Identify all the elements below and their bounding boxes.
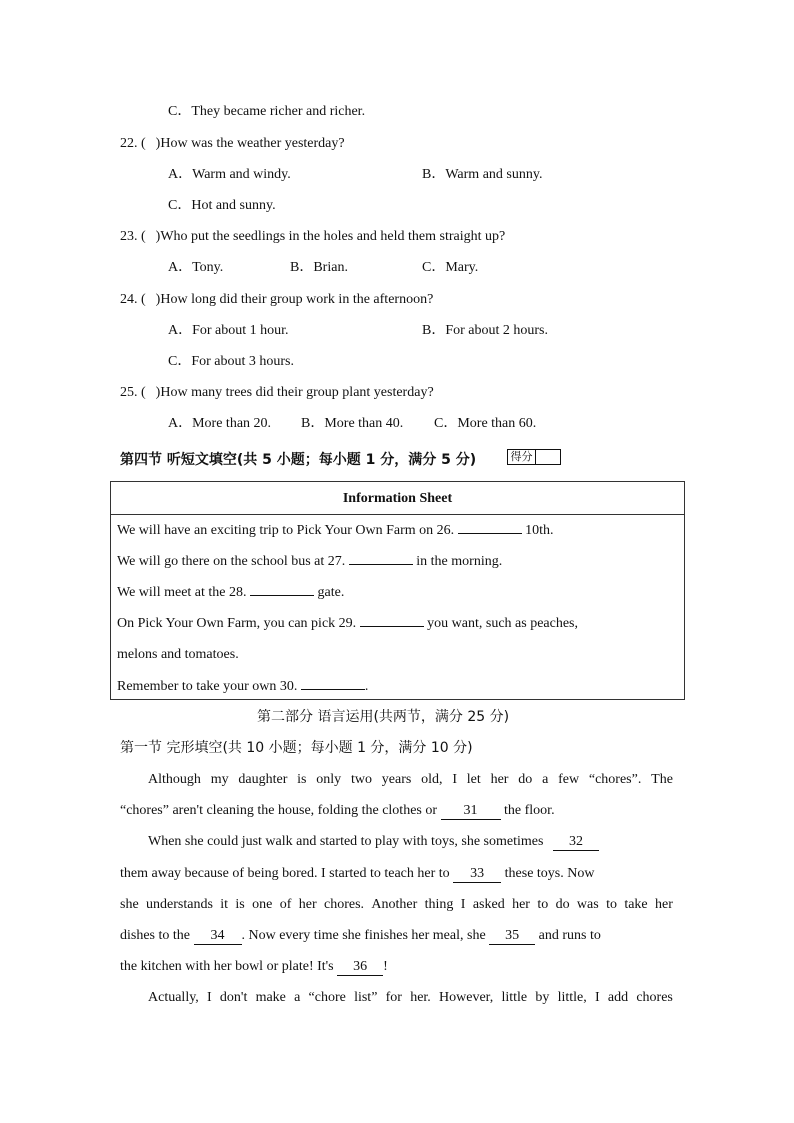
q25-paren-close: ) — [155, 385, 161, 400]
sheet-line-5: melons and tomatoes. — [117, 647, 239, 662]
q25-number: 25. ( — [120, 385, 146, 400]
passage-p1-line2 — [120, 802, 673, 820]
passage-word: is — [297, 772, 307, 787]
blank-32[interactable]: 32 — [553, 834, 599, 851]
blank-26[interactable] — [458, 533, 522, 534]
blank-31[interactable]: 31 — [441, 803, 501, 820]
q25-line — [120, 384, 434, 402]
sheet-line-4 — [117, 615, 578, 633]
sheet-line-1 — [117, 522, 554, 540]
passage-word: “chores”. — [588, 772, 642, 787]
passage-word: let — [466, 772, 481, 787]
passage-word: thing — [424, 897, 454, 912]
score-label: 得分 — [508, 450, 536, 464]
passage-word: take — [624, 897, 648, 912]
passage-word: she — [120, 897, 139, 912]
score-box[interactable] — [507, 449, 561, 465]
section4-title: 第四节 听短文填空(共 5 小题；每小题 1 分，满分 5 分) — [120, 452, 477, 468]
passage-word: However, — [439, 990, 494, 1005]
q22-number: 22. ( — [120, 136, 146, 151]
passage-word: list” — [354, 990, 378, 1005]
passage-word: two — [350, 772, 372, 787]
passage-word: make — [255, 990, 286, 1005]
passage-word: her — [655, 897, 673, 912]
q25-option-c: C．More than 60. — [434, 416, 537, 431]
passage-word: do — [518, 772, 533, 787]
passage-word: a — [294, 990, 301, 1005]
passage-text: . Now every time she finishes her meal, she — [241, 928, 486, 943]
passage-word: is — [235, 897, 245, 912]
passage-text: the floor. — [504, 803, 555, 818]
passage-word: by — [535, 990, 550, 1005]
section1-title: 第一节 完形填空(共 10 小题；每小题 1 分，满分 10 分) — [120, 740, 473, 756]
passage-word: a — [542, 772, 549, 787]
passage-word: don't — [219, 990, 248, 1005]
passage-word: add — [607, 990, 629, 1005]
q23-line — [120, 228, 505, 246]
passage-word: my — [210, 772, 229, 787]
passage-word: Another — [371, 897, 418, 912]
q21-option-c: C．They became richer and richer. — [168, 104, 366, 119]
passage-word: do — [555, 897, 570, 912]
q24-paren-close: ) — [155, 292, 161, 307]
sheet-line-4-text: On Pick Your Own Farm, you can pick 29. — [117, 616, 357, 631]
passage-word: of — [279, 897, 292, 912]
passage-word: chores. — [323, 897, 365, 912]
q22-question: How was the weather yesterday? — [160, 136, 345, 151]
sheet-line-3 — [117, 584, 344, 602]
passage-word: it — [220, 897, 229, 912]
blank-34[interactable]: 34 — [194, 928, 242, 945]
passage-word: old, — [421, 772, 443, 787]
passage-word: to — [537, 897, 549, 912]
passage-word: few — [558, 772, 580, 787]
sheet-line-3-tail: gate. — [317, 585, 345, 600]
passage-p2-line5 — [120, 958, 673, 976]
passage-word: years — [381, 772, 412, 787]
sheet-line-6 — [117, 678, 368, 696]
passage-p2-line3-words — [120, 896, 673, 914]
passage-word: understands — [146, 897, 213, 912]
q24-line — [120, 291, 433, 309]
sheet-line-6-tail: . — [364, 679, 369, 694]
blank-33[interactable]: 33 — [453, 866, 501, 883]
blank-27[interactable] — [349, 564, 413, 565]
blank-35[interactable]: 35 — [489, 928, 535, 945]
passage-word: asked — [472, 897, 505, 912]
passage-text: the kitchen with her bowl or plate! It's — [120, 959, 334, 974]
passage-text: dishes to the — [120, 928, 190, 943]
passage-word: The — [651, 772, 673, 787]
passage-text: and runs to — [538, 928, 601, 943]
sheet-line-1-text: We will have an exciting trip to Pick Your Own Farm on 26. — [117, 523, 455, 538]
passage-text: these toys. Now — [504, 866, 595, 881]
passage-text: “chores” aren't cleaning the house, folding the clothes or — [120, 803, 438, 818]
q24-option-c: C．For about 3 hours. — [168, 354, 294, 369]
sheet-line-2-text: We will go there on the school bus at 27. — [117, 554, 346, 569]
sheet-line-1-tail: 10th. — [525, 523, 554, 538]
passage-word: one — [252, 897, 273, 912]
passage-p2-line3 — [120, 896, 673, 914]
passage-word: Although — [148, 772, 201, 787]
passage-word: I — [460, 897, 466, 912]
passage-word: chores — [636, 990, 673, 1005]
passage-p3-line1-words — [148, 989, 673, 1007]
passage-word: I — [594, 990, 600, 1005]
passage-word: her. — [410, 990, 431, 1005]
passage-text: ! — [383, 959, 388, 974]
passage-p2-line1 — [148, 833, 673, 851]
q24-option-a: A．For about 1 hour. — [168, 323, 289, 338]
q22-line — [120, 135, 345, 153]
q22-option-b: B．Warm and sunny. — [422, 167, 543, 182]
q23-option-b: B．Brian. — [290, 260, 348, 275]
passage-word: I — [452, 772, 457, 787]
passage-word: Actually, — [148, 990, 199, 1005]
q25-option-b: B．More than 40. — [301, 416, 404, 431]
q22-option-c: C．Hot and sunny. — [168, 198, 276, 213]
sheet-title: Information Sheet — [111, 482, 684, 515]
passage-word: little, — [557, 990, 587, 1005]
passage-word: her — [298, 897, 317, 912]
passage-word: to — [606, 897, 617, 912]
passage-word: her — [512, 897, 530, 912]
q24-number: 24. ( — [120, 292, 146, 307]
blank-30[interactable] — [301, 689, 365, 690]
sheet-line-6-text: Remember to take your own 30. — [117, 679, 298, 694]
passage-word: I — [207, 990, 212, 1005]
passage-text: them away because of being bored. I started to teach her to — [120, 866, 450, 881]
sheet-line-2 — [117, 553, 502, 571]
passage-text: When she could just walk and started to play with toys, she sometimes — [148, 834, 544, 849]
part2-title: 第二部分 语言运用(共两节，满分 25 分) — [257, 709, 510, 725]
q22-option-a: A．Warm and windy. — [168, 167, 291, 182]
q24-option-b: B．For about 2 hours. — [422, 323, 548, 338]
q23-option-a: A．Tony. — [168, 260, 224, 275]
passage-word: her — [490, 772, 509, 787]
passage-word: for — [385, 990, 402, 1005]
q25-option-a: A．More than 20. — [168, 416, 272, 431]
passage-word: only — [316, 772, 342, 787]
q23-paren-close: ) — [155, 229, 161, 244]
q23-option-c: C．Mary. — [422, 260, 479, 275]
q23-number: 23. ( — [120, 229, 146, 244]
passage-word: daughter — [238, 772, 288, 787]
blank-29[interactable] — [360, 626, 424, 627]
blank-36[interactable]: 36 — [337, 959, 383, 976]
passage-p3-line1 — [148, 989, 673, 1007]
sheet-line-4-tail: you want, such as peaches, — [427, 616, 578, 631]
q25-question: How many trees did their group plant yesterday? — [160, 385, 434, 400]
sheet-line-3-text: We will meet at the 28. — [117, 585, 247, 600]
sheet-line-2-tail: in the morning. — [416, 554, 503, 569]
passage-word: was — [576, 897, 599, 912]
q22-paren-close: ) — [155, 136, 161, 151]
passage-p1-line1 — [148, 771, 673, 789]
passage-word: little — [501, 990, 528, 1005]
blank-28[interactable] — [250, 595, 314, 596]
q24-question: How long did their group work in the afternoon? — [160, 292, 434, 307]
passage-p2-line4 — [120, 927, 673, 945]
passage-p1-line1-words — [148, 771, 673, 789]
q23-question: Who put the seedlings in the holes and held them straight up? — [160, 229, 506, 244]
information-sheet — [110, 481, 685, 700]
passage-p2-line2 — [120, 865, 673, 883]
passage-word: “chore — [308, 990, 346, 1005]
